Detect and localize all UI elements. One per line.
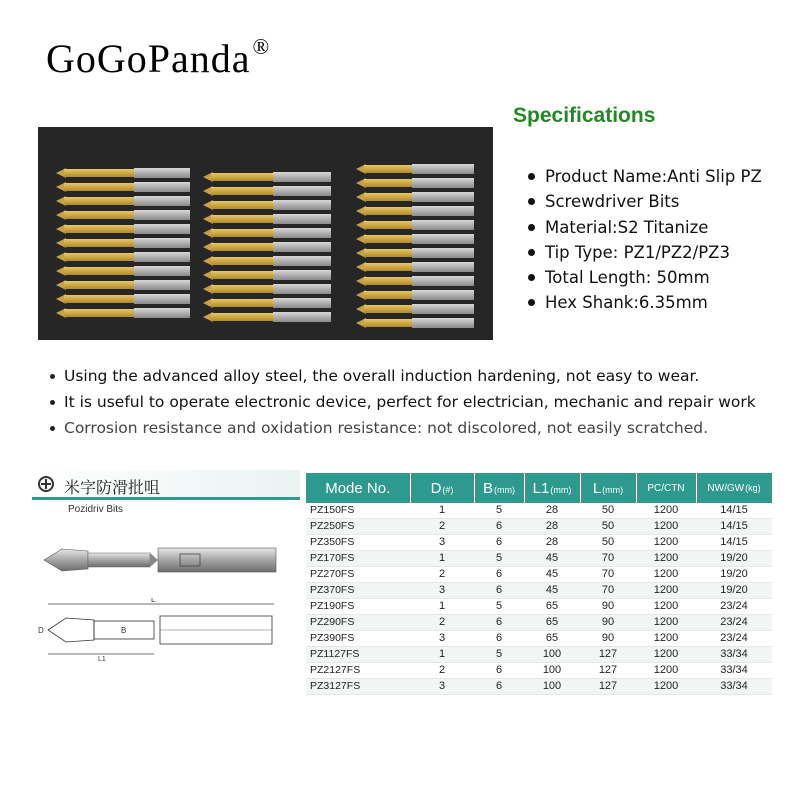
bit-photo-item xyxy=(356,289,476,301)
table-cell: 1200 xyxy=(636,615,696,631)
bit-photo-item xyxy=(203,255,333,267)
bit-photo-item xyxy=(356,163,476,175)
table-cell: 1200 xyxy=(636,503,696,519)
table-cell: 1200 xyxy=(636,551,696,567)
bit-photo-illustration xyxy=(40,540,280,580)
table-cell: PZ250FS xyxy=(306,519,410,535)
table-cell: 45 xyxy=(524,567,580,583)
table-cell: 1200 xyxy=(636,647,696,663)
table-cell: 2 xyxy=(410,615,474,631)
table-cell: 1 xyxy=(410,503,474,519)
bit-photo-item xyxy=(203,227,333,239)
bit-photo-item xyxy=(56,209,192,221)
table-cell: 45 xyxy=(524,583,580,599)
specifications-title: Specifications xyxy=(513,104,656,127)
table-cell: 33/34 xyxy=(696,647,772,663)
screwdriver-bits-photo xyxy=(38,127,493,340)
table-cell: 19/20 xyxy=(696,567,772,583)
table-cell: PZ1127FS xyxy=(306,647,410,663)
table-cell: 100 xyxy=(524,647,580,663)
col-header-model: Mode No. xyxy=(306,473,410,503)
spec-item: Tip Type: PZ1/PZ2/PZ3 xyxy=(527,242,762,267)
bit-photo-item xyxy=(203,283,333,295)
table-cell: 3 xyxy=(410,679,474,695)
table-cell: 19/20 xyxy=(696,551,772,567)
bit-photo-item xyxy=(203,185,333,197)
bit-photo-item xyxy=(356,261,476,273)
bit-photo-item xyxy=(56,265,192,277)
feature-item: Using the advanced alloy steel, the overall induction hardening, not easy to wear. xyxy=(48,366,756,392)
table-cell: 1 xyxy=(410,647,474,663)
table-header-row xyxy=(306,473,772,503)
table-cell: 3 xyxy=(410,583,474,599)
feature-item: It is useful to operate electronic device, perfect for electrician, mechanic and repair work xyxy=(48,392,756,418)
product-subtitle: Pozidriv Bits xyxy=(68,504,124,515)
spec-item: Screwdriver Bits xyxy=(527,191,762,216)
table-row xyxy=(306,679,772,695)
bit-photo-item xyxy=(203,199,333,211)
table-cell: 23/24 xyxy=(696,631,772,647)
table-cell: PZ190FS xyxy=(306,599,410,615)
table-row xyxy=(306,663,772,679)
table-cell: 1 xyxy=(410,599,474,615)
table-cell: 65 xyxy=(524,631,580,647)
spec-item: Material:S2 Titanize xyxy=(527,217,762,242)
table-cell: 3 xyxy=(410,631,474,647)
table-cell: PZ350FS xyxy=(306,535,410,551)
bit-photo-item xyxy=(203,213,333,225)
table-cell: 1200 xyxy=(636,663,696,679)
dim-label-l1: L1 xyxy=(98,656,106,662)
table-cell: 33/34 xyxy=(696,663,772,679)
table-cell: 50 xyxy=(580,535,636,551)
bit-photo-item xyxy=(356,219,476,231)
bit-photo-item xyxy=(56,307,192,319)
table-cell: 14/15 xyxy=(696,503,772,519)
table-cell: 90 xyxy=(580,599,636,615)
table-cell: 70 xyxy=(580,567,636,583)
table-cell: 50 xyxy=(580,503,636,519)
specification-table xyxy=(306,473,772,695)
bit-photo-item xyxy=(56,279,192,291)
bit-groove-shape xyxy=(150,553,158,567)
bit-photo-item xyxy=(356,177,476,189)
col-header-pc-ctn: PC/CTN xyxy=(636,473,696,503)
table-cell: 90 xyxy=(580,615,636,631)
table-cell: 6 xyxy=(474,519,524,535)
bit-photo-item xyxy=(356,191,476,203)
table-row xyxy=(306,583,772,599)
table-cell: 5 xyxy=(474,503,524,519)
table-cell: 127 xyxy=(580,647,636,663)
table-cell: 1200 xyxy=(636,631,696,647)
table-row xyxy=(306,567,772,583)
table-cell: PZ270FS xyxy=(306,567,410,583)
table-cell: 1200 xyxy=(636,599,696,615)
table-cell: PZ2127FS xyxy=(306,663,410,679)
spec-item: Product Name:Anti Slip PZ xyxy=(527,166,762,191)
col-header-l1: L1(mm) xyxy=(524,473,580,503)
table-cell: PZ150FS xyxy=(306,503,410,519)
table-cell: 5 xyxy=(474,599,524,615)
table-cell: 1 xyxy=(410,551,474,567)
table-cell: 1200 xyxy=(636,535,696,551)
bit-photo-item xyxy=(356,205,476,217)
table-cell: 6 xyxy=(474,679,524,695)
specifications-list xyxy=(527,166,762,318)
table-row xyxy=(306,535,772,551)
table-row xyxy=(306,551,772,567)
bit-photo-item xyxy=(56,237,192,249)
table-cell: PZ170FS xyxy=(306,551,410,567)
features-list xyxy=(48,366,756,444)
table-cell: 1200 xyxy=(636,679,696,695)
table-cell: 2 xyxy=(410,519,474,535)
bit-photo-item xyxy=(56,293,192,305)
bit-tip-shape xyxy=(44,549,88,571)
table-cell: 6 xyxy=(474,631,524,647)
bit-photo-item xyxy=(56,181,192,193)
table-cell: 14/15 xyxy=(696,535,772,551)
table-cell: 127 xyxy=(580,663,636,679)
table-cell: 5 xyxy=(474,551,524,567)
table-row xyxy=(306,647,772,663)
table-cell: 1200 xyxy=(636,519,696,535)
bit-photo-item xyxy=(356,303,476,315)
table-cell: 6 xyxy=(474,583,524,599)
table-cell: 65 xyxy=(524,615,580,631)
table-cell: 70 xyxy=(580,583,636,599)
table-cell: 100 xyxy=(524,679,580,695)
brand-name: GoGoPanda xyxy=(46,36,251,81)
dimension-drawing xyxy=(36,598,284,662)
table-cell: 2 xyxy=(410,663,474,679)
dim-tip-outline xyxy=(48,618,94,642)
table-cell: PZ390FS xyxy=(306,631,410,647)
table-row xyxy=(306,631,772,647)
dim-label-d: D xyxy=(38,626,44,635)
bit-photo-item xyxy=(203,311,333,323)
table-cell: 6 xyxy=(474,535,524,551)
dim-label-l: L xyxy=(151,598,156,604)
bit-photo-item xyxy=(356,247,476,259)
cross-icon xyxy=(38,476,54,492)
bit-photo-item xyxy=(56,167,192,179)
col-header-nw-gw: NW/GW(kg) xyxy=(696,473,772,503)
product-drawing-panel xyxy=(32,470,300,696)
table-cell: 50 xyxy=(580,519,636,535)
bit-photo-item xyxy=(203,269,333,281)
table-cell: 45 xyxy=(524,551,580,567)
feature-item: Corrosion resistance and oxidation resistance: not discolored, not easily scratched. xyxy=(48,418,756,444)
bit-photo-item xyxy=(56,223,192,235)
table-cell: PZ370FS xyxy=(306,583,410,599)
table-cell: PZ290FS xyxy=(306,615,410,631)
table-cell: PZ3127FS xyxy=(306,679,410,695)
table-cell: 6 xyxy=(474,567,524,583)
product-title-cn: 米字防滑批咀 xyxy=(64,478,161,497)
dim-label-b: B xyxy=(121,626,127,635)
table-cell: 70 xyxy=(580,551,636,567)
table-row xyxy=(306,599,772,615)
bit-photo-item xyxy=(56,195,192,207)
table-cell: 28 xyxy=(524,519,580,535)
bit-photo-item xyxy=(356,317,476,329)
bit-photo-item xyxy=(203,171,333,183)
table-cell: 1200 xyxy=(636,583,696,599)
table-cell: 65 xyxy=(524,599,580,615)
bit-photo-item xyxy=(203,241,333,253)
panel-header xyxy=(32,470,300,500)
table-cell: 19/20 xyxy=(696,583,772,599)
table-cell: 2 xyxy=(410,567,474,583)
col-header-b: B(mm) xyxy=(474,473,524,503)
table-row xyxy=(306,615,772,631)
col-header-d: D(#) xyxy=(410,473,474,503)
table-row xyxy=(306,519,772,535)
bit-photo-item xyxy=(56,251,192,263)
table-cell: 14/15 xyxy=(696,519,772,535)
spec-item: Hex Shank:6.35mm xyxy=(527,292,762,317)
table-cell: 28 xyxy=(524,503,580,519)
spec-item: Total Length: 50mm xyxy=(527,267,762,292)
table-cell: 1200 xyxy=(636,567,696,583)
bit-hex-shank-shape xyxy=(158,548,276,572)
registered-mark: ® xyxy=(252,34,271,59)
table-row xyxy=(306,503,772,519)
brand-logo xyxy=(46,34,270,82)
table-cell: 5 xyxy=(474,647,524,663)
bit-photo-item xyxy=(203,297,333,309)
table-cell: 3 xyxy=(410,535,474,551)
table-cell: 90 xyxy=(580,631,636,647)
table-cell: 6 xyxy=(474,615,524,631)
bit-photo-item xyxy=(356,233,476,245)
table-cell: 100 xyxy=(524,663,580,679)
table-cell: 23/24 xyxy=(696,615,772,631)
table-cell: 127 xyxy=(580,679,636,695)
table-cell: 6 xyxy=(474,663,524,679)
table-cell: 33/34 xyxy=(696,679,772,695)
bit-neck-shape xyxy=(88,553,150,567)
bit-photo-item xyxy=(356,275,476,287)
col-header-l: L(mm) xyxy=(580,473,636,503)
table-cell: 23/24 xyxy=(696,599,772,615)
table-cell: 28 xyxy=(524,535,580,551)
